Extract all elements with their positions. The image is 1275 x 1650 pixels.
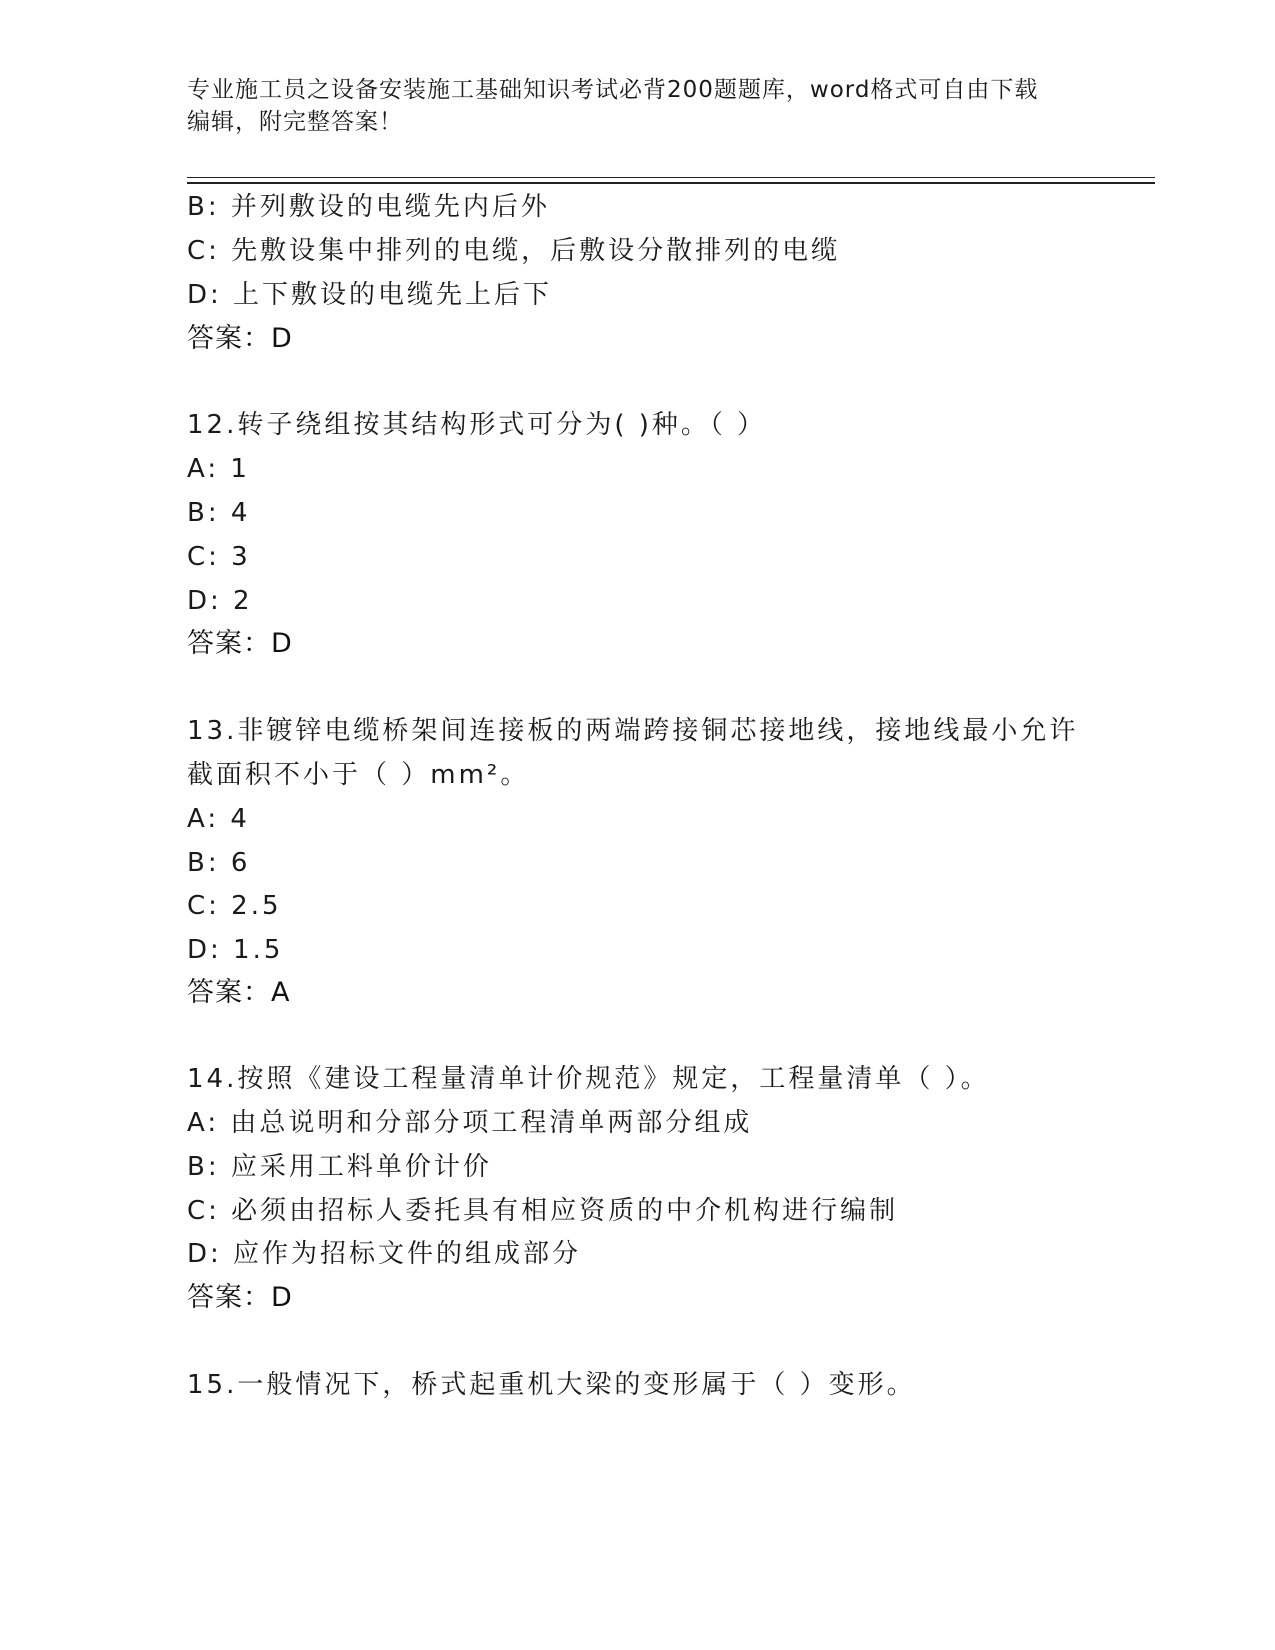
q12-option-c: C: 3 — [187, 542, 251, 572]
q14-option-a: A: 由总说明和分部分项工程清单两部分组成 — [187, 1108, 753, 1138]
q14-option-c: C: 必须由招标人委托具有相应资质的中介机构进行编制 — [187, 1196, 899, 1226]
q12-option-d: D: 2 — [187, 586, 253, 616]
document-header — [187, 74, 1067, 138]
q14-option-b: B: 应采用工料单价计价 — [187, 1152, 492, 1182]
q12-option-b: B: 4 — [187, 498, 251, 528]
q11-option-d: D: 上下敷设的电缆先上后下 — [187, 280, 553, 310]
q14-option-d: D: 应作为招标文件的组成部分 — [187, 1239, 582, 1269]
q13-question-line1: 13.非镀锌电缆桥架间连接板的两端跨接铜芯接地线，接地线最小允许 — [187, 716, 1079, 746]
q15-question: 15.一般情况下，桥式起重机大梁的变形属于（ ）变形。 — [187, 1370, 916, 1400]
header-divider-top — [187, 177, 1155, 178]
q13-question-line2: 截面积不小于（ ）mm²。 — [187, 760, 530, 790]
q13-answer: 答案：A — [187, 977, 291, 1008]
q11-answer: 答案：D — [187, 323, 293, 354]
header-title-line1: 专业施工员之设备安装施工基础知识考试必背200题题库，word格式可自由下载 — [187, 77, 1039, 103]
q13-option-b: B: 6 — [187, 848, 251, 878]
header-divider-bottom — [187, 182, 1155, 184]
header-title-line2: 编辑，附完整答案！ — [187, 109, 403, 135]
q13-option-d: D: 1.5 — [187, 935, 284, 965]
q13-option-c: C: 2.5 — [187, 891, 282, 921]
q11-option-c: C: 先敷设集中排列的电缆，后敷设分散排列的电缆 — [187, 236, 841, 266]
q14-answer: 答案：D — [187, 1282, 293, 1313]
q11-option-b: B: 并列敷设的电缆先内后外 — [187, 192, 550, 222]
q13-option-a: A: 4 — [187, 804, 250, 834]
q12-question: 12.转子绕组按其结构形式可分为( )种。（ ） — [187, 410, 767, 440]
q12-option-a: A: 1 — [187, 454, 250, 484]
q14-question: 14.按照《建设工程量清单计价规范》规定，工程量清单（ ）。 — [187, 1064, 990, 1094]
q12-answer: 答案：D — [187, 628, 293, 659]
